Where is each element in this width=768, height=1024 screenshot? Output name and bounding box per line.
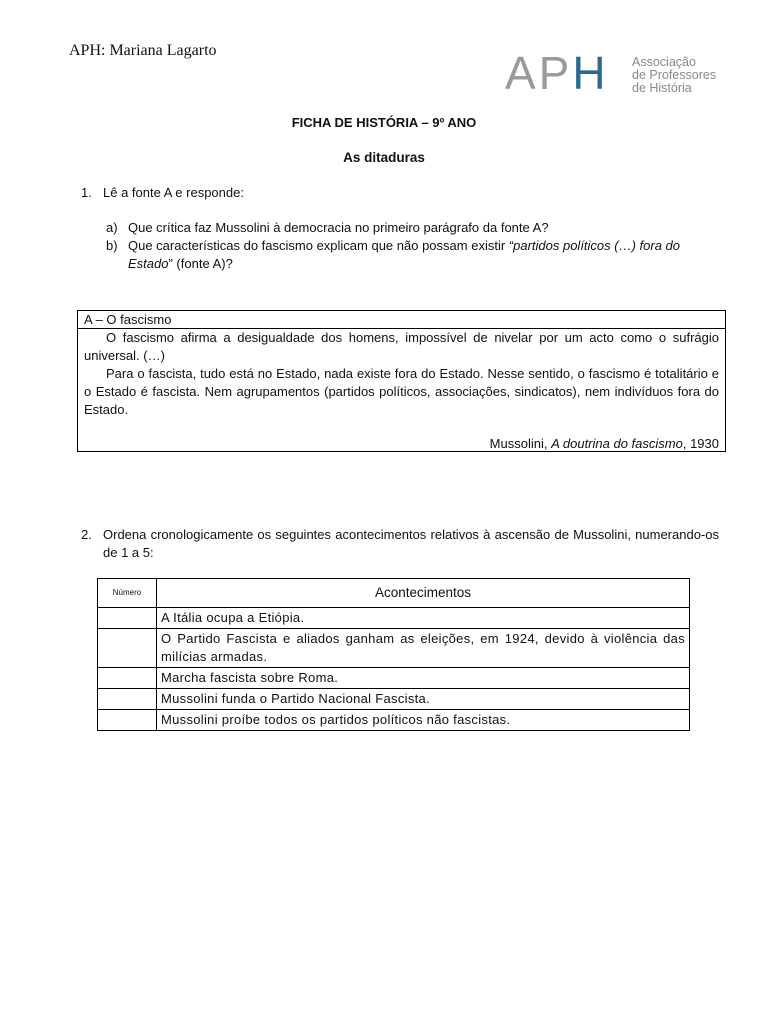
author-label: APH: Mariana Lagarto [69,42,217,59]
question-2-text: Ordena cronologicamente os seguintes acontecimentos relativos à ascensão de Mussolini, numerando-os de 1 a 5: [103,527,719,560]
aph-logo [505,47,735,100]
question-2 [81,526,721,562]
event-cell: Marcha fascista sobre Roma. [157,668,690,689]
logo-subtitle [632,56,716,95]
column-header-number: Número [98,579,157,608]
question-1b-quote: “partidos políticos (…) fora do Estado [128,238,681,271]
citation-work: A doutrina do fascismo [551,436,683,451]
question-1-number: 1. [81,185,92,200]
question-1b-text [128,237,718,273]
question-1-text: Lê a fonte A e responde: [103,185,244,200]
column-header-events: Acontecimentos [157,579,690,608]
number-cell[interactable] [98,710,157,731]
number-cell[interactable] [98,608,157,629]
table-row [98,689,690,710]
question-1b-text-part1: Que características do fascismo explicam que não possam existir [128,238,509,253]
event-cell: A Itália ocupa a Etiópia. [157,608,690,629]
citation-author: Mussolini, [489,436,552,451]
source-a-paragraph-1: O fascismo afirma a desigualdade dos homens, impossível de nivelar por um acto como o sufrágio universal. (…) [84,330,719,363]
table-row [98,710,690,731]
logo-line-1: Associação [632,55,696,69]
source-a-box [77,310,726,452]
logo-mark: APH [505,47,609,99]
event-cell: Mussolini proíbe todos os partidos políticos não fascistas. [157,710,690,731]
question-1a-text: Que crítica faz Mussolini à democracia no primeiro parágrafo da fonte A? [128,220,549,235]
source-a-citation [490,435,719,453]
number-cell[interactable] [98,668,157,689]
question-1a [106,219,726,237]
question-1b-label: b) [106,238,118,253]
source-a-heading: A – O fascismo [78,311,725,329]
question-2-number: 2. [81,527,92,542]
question-1b [106,237,726,273]
question-1b-text-part2: ” (fonte A)? [168,256,233,271]
event-cell: Mussolini funda o Partido Nacional Fascista. [157,689,690,710]
citation-year: , 1930 [682,436,719,451]
source-a-paragraph-2: Para o fascista, tudo está no Estado, nada existe fora do Estado. Nesse sentido, o fascismo é totalitário e o Estado é fascista. Nem agrupamentos (partidos políticos, associações, sindicatos), nem indivíduos fora do Estado. [84,366,719,417]
event-cell: O Partido Fascista e aliados ganham as eleições, em 1924, devido à violência das milícias armadas. [157,629,690,668]
question-1a-label: a) [106,220,118,235]
events-table-header [98,579,690,608]
number-cell[interactable] [98,629,157,668]
number-cell[interactable] [98,689,157,710]
table-row [98,629,690,668]
table-row [98,668,690,689]
table-row [98,608,690,629]
page-subtitle: As ditaduras [343,150,425,165]
events-table [97,578,690,731]
question-1 [81,184,721,202]
page-title: FICHA DE HISTÓRIA – 9º ANO [291,115,477,130]
logo-line-3: de História [632,81,692,95]
logo-line-2: de Professores [632,68,717,82]
